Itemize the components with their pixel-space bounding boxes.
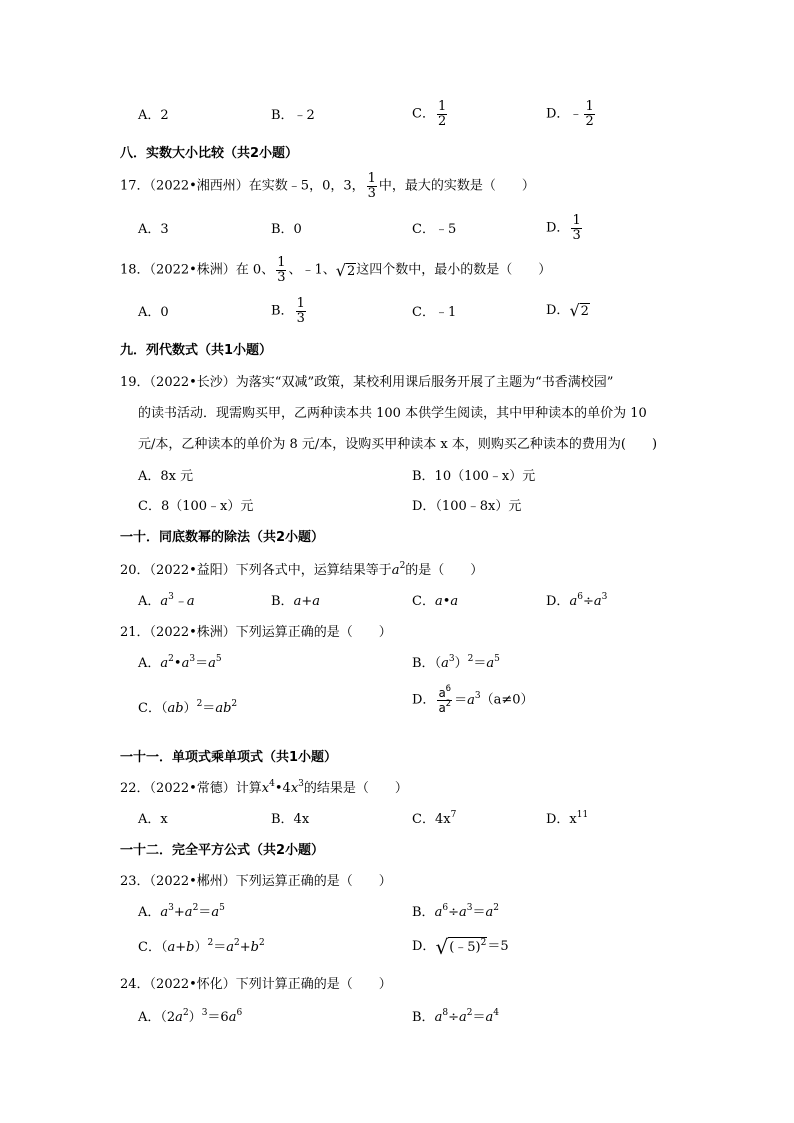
fraction	[367, 172, 377, 201]
option-prefix: A．	[138, 594, 161, 609]
fraction-numerator: 1	[585, 99, 594, 114]
question-21: 21．（2022•株洲）下列运算正确的是（ ）	[120, 625, 392, 640]
question-19-line2: 的读书活动．现需购买甲，乙两种读本共 100 本供学生阅读，其中甲种读本的单价为 10	[138, 406, 647, 421]
square-root	[335, 260, 356, 280]
option-prefix: C．	[138, 940, 161, 955]
exponent: 3	[168, 592, 174, 602]
option-prefix: D．	[412, 692, 436, 708]
option-text: D．x	[546, 812, 577, 827]
option-prefix: D．	[412, 939, 436, 954]
option-a	[138, 594, 195, 610]
fraction	[571, 214, 581, 243]
exponent: 6	[577, 592, 583, 602]
option-d	[412, 936, 509, 958]
option-tail: ＝5	[487, 939, 509, 954]
variable: a	[391, 563, 400, 578]
section-title: 八．实数大小比较（共2小题）	[120, 146, 299, 161]
option-a: A．$a^2•a^3=a^5$	[138, 654, 222, 671]
question-text: 17．（2022•湘西州）在实数﹣5，0，3，	[120, 178, 365, 194]
option-c: C．﹣1	[412, 305, 457, 320]
question-18	[120, 256, 551, 285]
question-text: 20．（2022•益阳）下列各式中，运算结果等于	[120, 563, 392, 578]
question-19-line3: 元/本，乙种读本的单价为 8 元/本，设购买甲种读本 x 本，则购买乙种读本的费用为( )	[138, 437, 658, 452]
option-d	[546, 303, 590, 320]
fraction-denominator: 3	[572, 228, 581, 243]
option-a: A．$a^3+a^2=a^5$	[138, 903, 225, 920]
option-d	[546, 812, 588, 828]
option-a: A．2	[138, 108, 169, 123]
option-b: B．0	[271, 222, 302, 237]
option-b: B．$a^8\div a^2=a^4$	[412, 1008, 499, 1025]
question-text: 的结果是（ ）	[303, 781, 408, 796]
option-prefix: C．	[412, 594, 435, 609]
option-b	[271, 594, 320, 610]
section-title: 一十．同底数幂的除法（共2小题）	[120, 530, 325, 545]
option-text: C．4x	[412, 812, 451, 827]
exponent: 11	[576, 810, 589, 820]
question-text: 这四个数中，最小的数是（ ）	[356, 262, 552, 278]
fraction-denominator: 3	[367, 186, 376, 201]
option-prefix: B．	[412, 905, 435, 920]
option-prefix: B．	[271, 594, 294, 609]
section-title: 一十二．完全平方公式（共2小题）	[120, 843, 325, 858]
option-c	[412, 812, 456, 828]
option-b: B．$(a^3)^2=a^5$	[412, 654, 500, 671]
option-d: D． $\frac{a^6}{a^2}$ $=a^3(a\ne 0)$	[412, 684, 534, 715]
question-text: 中，最大的实数是（ ）	[378, 178, 535, 194]
variable: a	[593, 594, 602, 609]
fraction	[276, 256, 286, 285]
option-c	[412, 100, 449, 129]
option-c: C．8（100﹣x）元	[138, 499, 254, 514]
section-title: 九．列代数式（共1小题）	[120, 343, 273, 358]
option-c: C．$(a+b)^2=a^2+b^2$	[138, 938, 265, 955]
fraction-numerator: 1	[367, 171, 376, 186]
radicand: 2	[346, 263, 356, 279]
option-d	[546, 594, 607, 610]
option-b: B．4x	[271, 812, 310, 827]
question-text: 18．（2022•株洲）在 0、	[120, 262, 275, 278]
expression: a•a	[434, 594, 459, 609]
question-text: 22．（2022•常德）计算	[120, 781, 262, 796]
radical-sign-icon: √	[435, 935, 449, 959]
fraction-numerator: 1	[277, 255, 286, 270]
variable: a	[160, 594, 169, 609]
square-root	[435, 936, 487, 958]
option-b	[271, 297, 308, 326]
fraction-denominator: $a^2$	[438, 699, 452, 715]
option-prefix: A．	[138, 656, 161, 671]
option-b: B．﹣2	[271, 108, 315, 123]
option-prefix: B．	[412, 656, 435, 671]
option-d	[546, 214, 584, 243]
option-d-prefix: D．	[546, 220, 570, 236]
option-b: B．10（100﹣x）元	[412, 469, 536, 484]
fraction-denominator: 3	[296, 311, 305, 326]
fraction	[437, 686, 452, 715]
option-d	[546, 100, 597, 129]
fraction-numerator: 1	[572, 213, 581, 228]
option-a: A．0	[138, 305, 169, 320]
fraction-denominator: 3	[277, 270, 286, 285]
option-a: A．8x 元	[138, 469, 194, 484]
radicand: 2	[580, 304, 589, 319]
option-a: A．x	[138, 812, 168, 827]
option-d-prefix: D．	[546, 303, 570, 318]
fraction-denominator: 2	[437, 114, 447, 129]
option-prefix: A．	[138, 905, 161, 920]
operator: ÷	[582, 594, 594, 609]
option-b: B．$a^6\div a^3=a^2$	[412, 903, 499, 920]
fraction-denominator: 2	[585, 114, 594, 129]
option-b-prefix: B．	[271, 303, 294, 319]
exponent: 7	[450, 810, 457, 820]
radical-sign-icon: √	[569, 301, 580, 320]
fraction-numerator: 1	[437, 99, 447, 114]
expression: a+a	[293, 594, 320, 609]
question-22: 22．（2022•常德）计算$x^4•4x^3$的结果是（ ）	[120, 779, 408, 796]
radical-sign-icon: √	[335, 260, 346, 280]
question-23: 23．（2022•郴州）下列运算正确的是（ ）	[120, 874, 392, 889]
expression: ﹣a	[173, 594, 195, 609]
option-a: A．3	[138, 222, 169, 237]
option-c-prefix: C．	[412, 106, 435, 122]
option-c: C．$(ab)^2=ab^2$	[138, 699, 238, 716]
option-prefix: D．	[546, 594, 570, 609]
option-c: C．﹣5	[412, 222, 457, 237]
square-root	[569, 303, 589, 319]
question-19-line1: 19．（2022•长沙）为落实“双减”政策，某校利用课后服务开展了主题为“书香满校园”	[120, 375, 614, 390]
fraction	[296, 297, 306, 326]
option-prefix: C．	[138, 701, 161, 716]
fraction-numerator: $a^6$	[438, 684, 452, 700]
question-text: 的是（ ）	[405, 563, 484, 578]
fraction	[437, 100, 447, 129]
option-prefix: A．	[138, 1010, 161, 1025]
option-d-prefix: D．﹣	[546, 106, 583, 122]
question-20	[120, 563, 483, 579]
question-text: 、﹣1、	[288, 262, 336, 278]
question-17	[120, 172, 535, 201]
radicand: (﹣5)$^2$	[448, 937, 487, 958]
fraction-numerator: 1	[296, 296, 305, 311]
option-d: D．（100﹣8x）元	[412, 499, 522, 514]
variable: a	[569, 594, 578, 609]
exponent: 3	[601, 592, 608, 602]
condition: （a≠0）	[480, 692, 534, 708]
section-title: 一十一．单项式乘单项式（共1小题）	[120, 750, 338, 765]
option-a: A．$(2a^2)^3=6a^6$	[138, 1008, 243, 1025]
exponent: 2	[399, 561, 406, 571]
question-24: 24．（2022•怀化）下列计算正确的是（ ）	[120, 977, 392, 992]
option-prefix: B．	[412, 1010, 435, 1025]
fraction	[584, 100, 594, 129]
option-c	[412, 594, 458, 610]
